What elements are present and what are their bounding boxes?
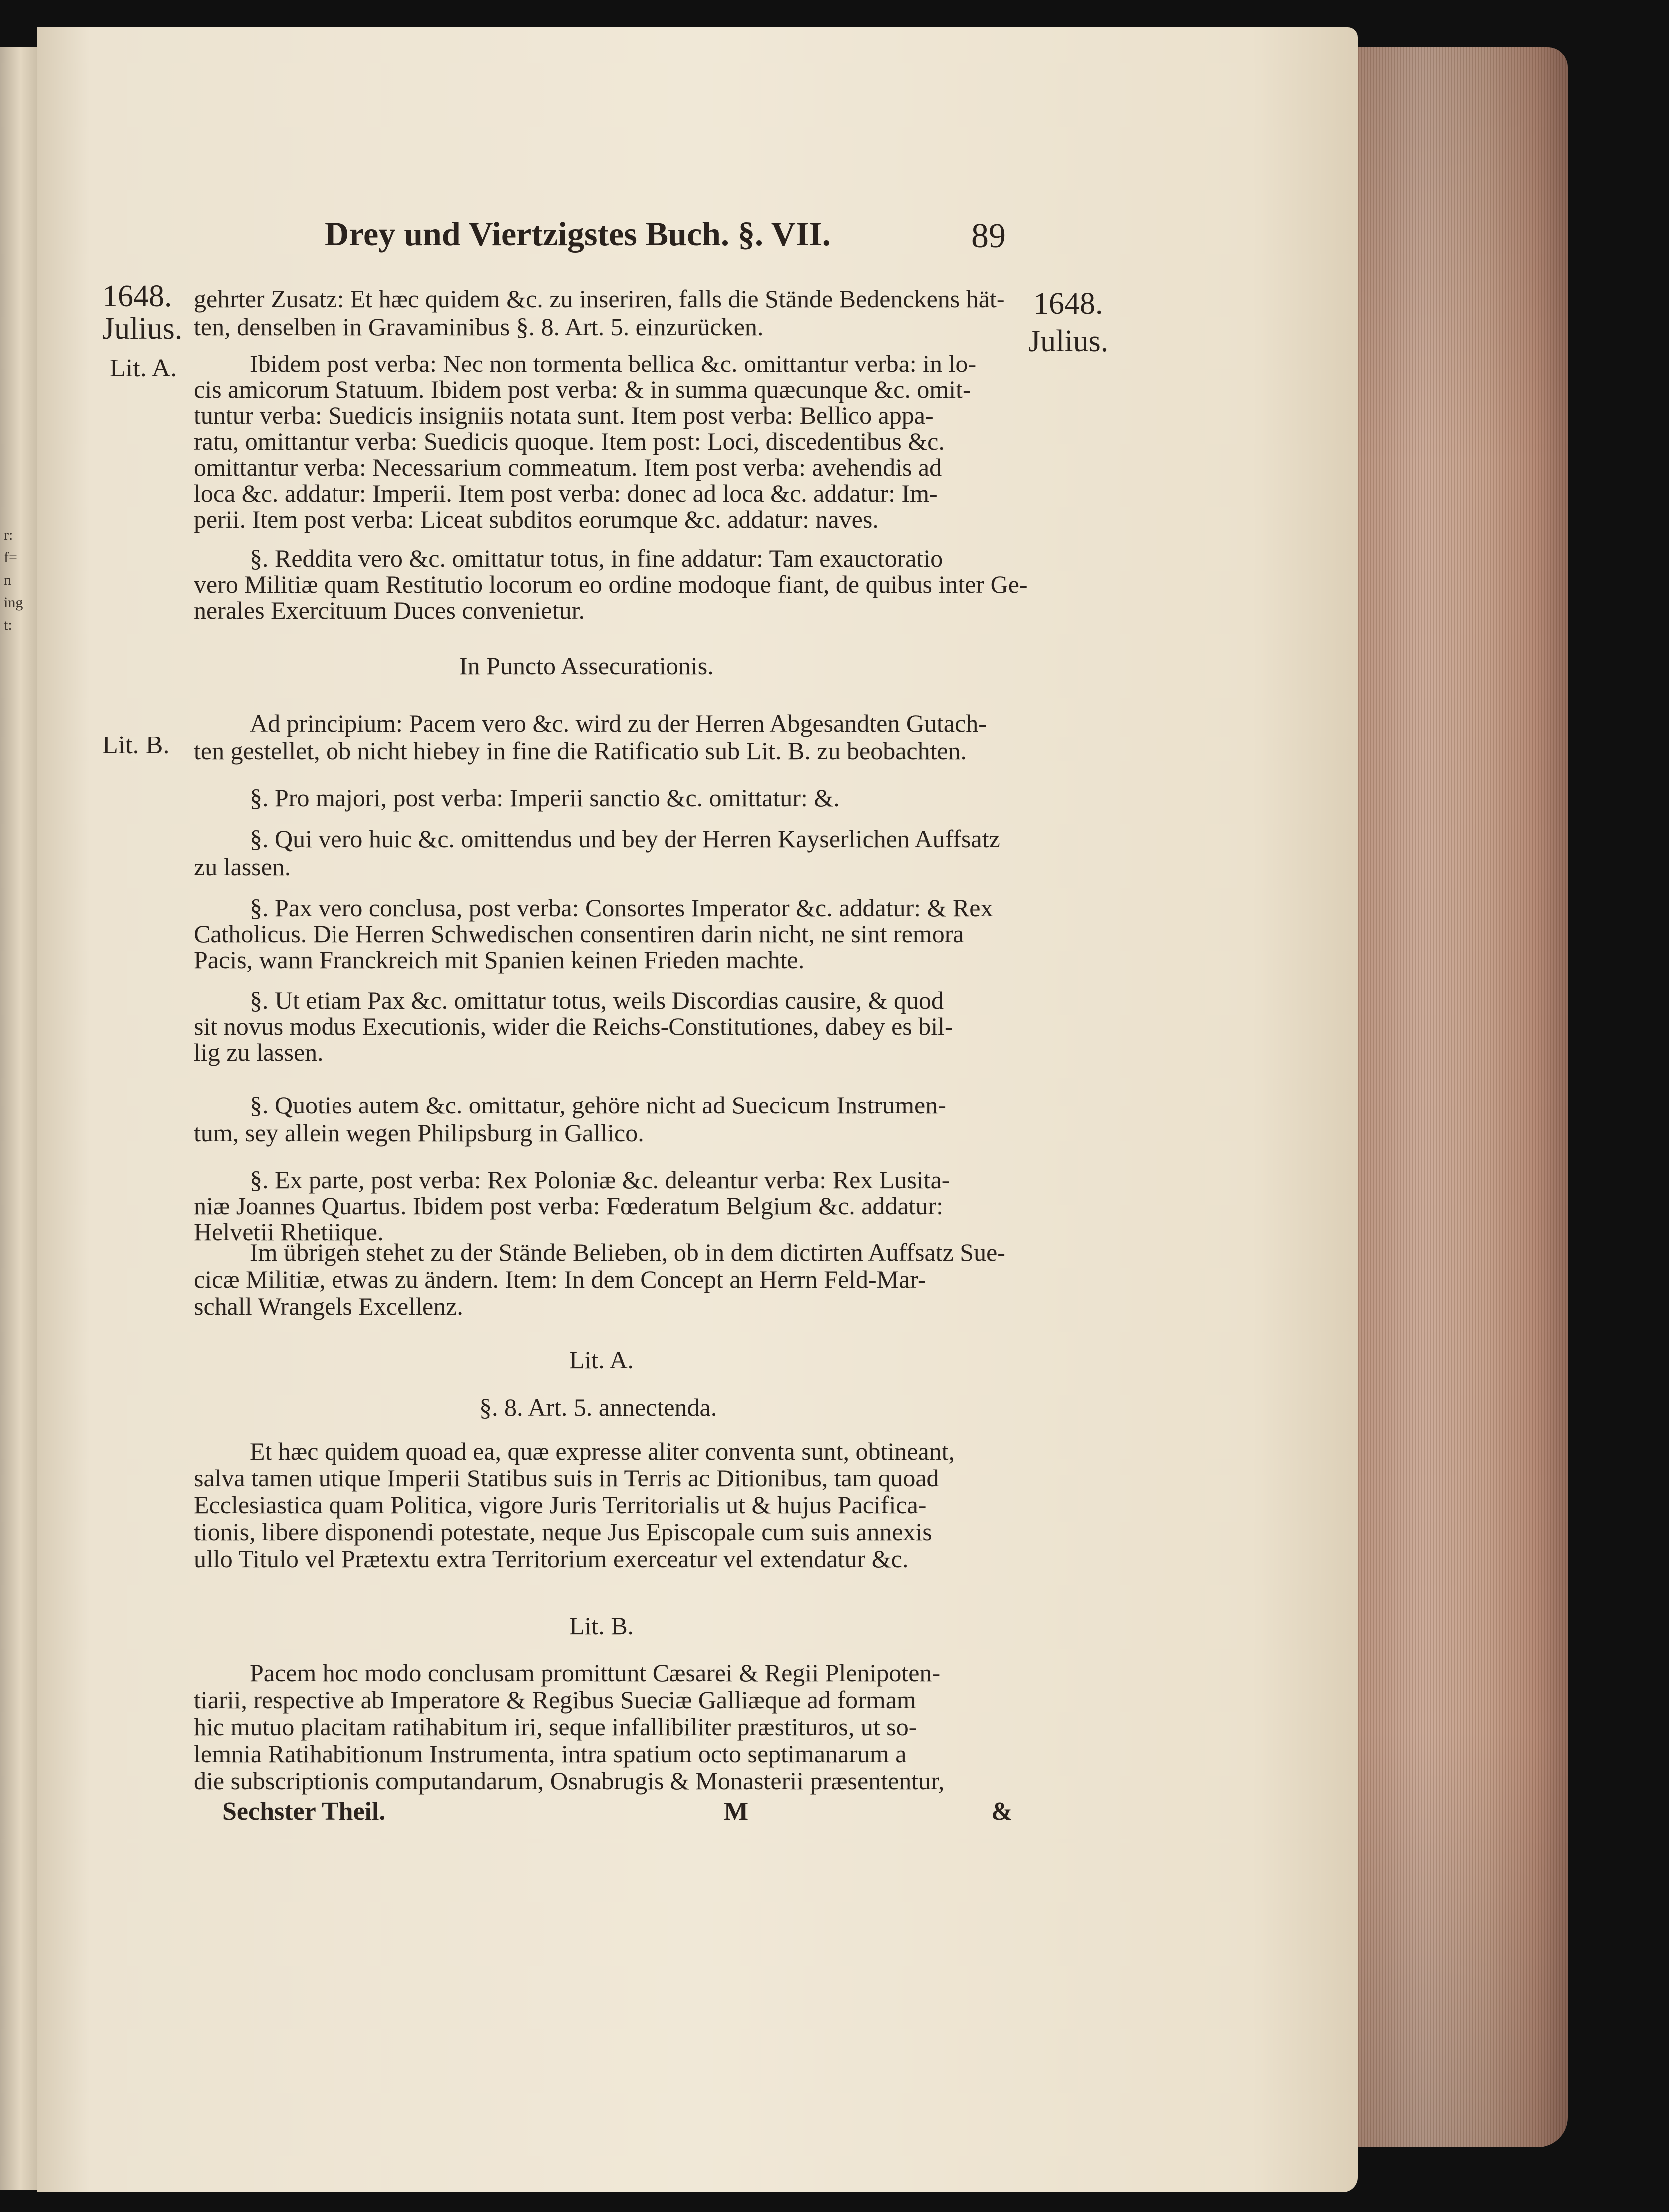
text-line: ten, denselben in Gravaminibus §. 8. Art. 5. einzurücken. — [194, 313, 764, 341]
margin-month-right: Julius. — [1028, 324, 1109, 358]
text-line: §. Reddita vero &c. omittatur totus, in fine addatur: Tam exauctoratio — [250, 544, 943, 572]
margin-lit-b: Lit. B. — [102, 731, 170, 759]
text-line: §. Pro majori, post verba: Imperii sanctio &c. omittatur: &. — [250, 784, 840, 812]
signature-mark: M — [724, 1797, 749, 1826]
text-line: nerales Exercituum Duces convenietur. — [194, 596, 585, 624]
text-line: salva tamen utique Imperii Statibus suis in Terris ac Ditionibus, tam quoad — [194, 1464, 939, 1492]
left-page-fragment: ing — [4, 594, 23, 611]
left-page-fragment: n — [4, 572, 11, 588]
text-line: lemnia Ratihabitionum Instrumenta, intra spatium octo septimanarum a — [194, 1740, 907, 1768]
text-line: Et hæc quidem quoad ea, quæ expresse aliter conventa sunt, obtineant, — [250, 1437, 955, 1465]
text-line: §. Ut etiam Pax &c. omittatur totus, weils Discordias causire, & quod — [250, 986, 944, 1014]
running-head: Drey und Viertzigstes Buch. §. VII. — [325, 215, 831, 253]
text-line: Im übrigen stehet zu der Stände Belieben, ob in dem dictirten Auffsatz Sue- — [250, 1238, 1005, 1266]
text-line: schall Wrangels Excellenz. — [194, 1292, 463, 1320]
text-line: §. Quoties autem &c. omittatur, gehöre nicht ad Suecicum Instrumen- — [250, 1091, 946, 1119]
text-line: tiarii, respective ab Imperatore & Regibus Sueciæ Galliæque ad formam — [194, 1686, 916, 1714]
margin-year-right: 1648. — [1033, 287, 1103, 321]
section-heading: In Puncto Assecurationis. — [459, 652, 714, 680]
left-page-fragment: f= — [4, 549, 17, 566]
text-line: ten gestellet, ob nicht hiebey in fine die Ratificatio sub Lit. B. zu beobachten. — [194, 737, 967, 765]
text-line: vero Militiæ quam Restitutio locorum eo ordine modoque fiant, de quibus inter Ge- — [194, 570, 1028, 598]
text-line: hic mutuo placitam ratihabitum iri, seque infallibiliter præstituros, ut so- — [194, 1713, 917, 1741]
text-line: Pacis, wann Franckreich mit Spanien keinen Frieden machte. — [194, 946, 805, 974]
text-line: tionis, libere disponendi potestate, neque Jus Episcopale cum suis annexis — [194, 1518, 932, 1546]
text-line: Helvetii Rhetiique. — [194, 1218, 384, 1246]
left-page-fragment: r: — [4, 527, 13, 543]
text-line: niæ Joannes Quartus. Ibidem post verba: Fœderatum Belgium &c. addatur: — [194, 1192, 944, 1220]
margin-lit-a: Lit. A. — [110, 354, 177, 382]
text-line: gehrter Zusatz: Et hæc quidem &c. zu inseriren, falls die Stände Bedenckens hät- — [194, 285, 1005, 313]
text-line: Ibidem post verba: Nec non tormenta bellica &c. omittantur verba: in lo- — [250, 350, 977, 377]
page-number: 89 — [971, 217, 1006, 255]
section-heading: Lit. A. — [569, 1346, 634, 1374]
left-page-fragment: t: — [4, 617, 12, 633]
page-edges-shadow — [1358, 47, 1568, 2147]
text-line: die subscriptionis computandarum, Osnabrugis & Monasterii præsententur, — [194, 1767, 945, 1795]
text-line: Ad principium: Pacem vero &c. wird zu der Herren Abgesandten Gutach- — [250, 709, 987, 737]
margin-year-left: 1648. — [102, 279, 172, 313]
section-heading: Lit. B. — [569, 1612, 634, 1640]
text-line: §. Pax vero conclusa, post verba: Consortes Imperator &c. addatur: & Rex — [250, 894, 993, 922]
text-line: Ecclesiastica quam Politica, vigore Juris Territorialis ut & hujus Pacifica- — [194, 1491, 927, 1519]
text-line: lig zu lassen. — [194, 1038, 324, 1066]
text-line: sit novus modus Executionis, wider die Reichs-Constitutiones, dabey es bil- — [194, 1012, 953, 1040]
text-line: Pacem hoc modo conclusam promittunt Cæsarei & Regii Plenipoten- — [250, 1659, 941, 1687]
text-line: cicæ Militiæ, etwas zu ändern. Item: In dem Concept an Herrn Feld-Mar- — [194, 1265, 926, 1293]
text-line: loca &c. addatur: Imperii. Item post verba: donec ad loca &c. addatur: Im- — [194, 479, 938, 507]
section-heading: §. 8. Art. 5. annectenda. — [479, 1393, 717, 1421]
left-page-edge — [0, 47, 39, 2190]
text-line: Catholicus. Die Herren Schwedischen consentiren darin nicht, ne sint remora — [194, 920, 964, 948]
text-line: omittantur verba: Necessarium commeatum. Item post verba: avehendis ad — [194, 453, 942, 481]
text-line: tuntur verba: Suedicis insigniis notata sunt. Item post verba: Bellico appa- — [194, 401, 934, 429]
text-line: tum, sey allein wegen Philipsburg in Gallico. — [194, 1119, 644, 1147]
text-line: perii. Item post verba: Liceat subditos eorumque &c. addatur: naves. — [194, 505, 879, 533]
signature-line: Sechster Theil. — [222, 1797, 386, 1826]
text-line: ullo Titulo vel Prætextu extra Territorium exerceatur vel extendatur &c. — [194, 1545, 909, 1573]
catchword: & — [991, 1797, 1013, 1826]
text-line: §. Qui vero huic &c. omittendus und bey der Herren Kayserlichen Auffsatz — [250, 825, 1000, 853]
text-line: cis amicorum Statuum. Ibidem post verba: & in summa quæcunque &c. omit- — [194, 375, 971, 403]
margin-month-left: Julius. — [102, 312, 183, 346]
text-line: zu lassen. — [194, 853, 291, 881]
text-line: ratu, omittantur verba: Suedicis quoque. Item post: Loci, discedentibus &c. — [194, 427, 945, 455]
text-line: §. Ex parte, post verba: Rex Poloniæ &c. deleantur verba: Rex Lusita- — [250, 1166, 950, 1194]
